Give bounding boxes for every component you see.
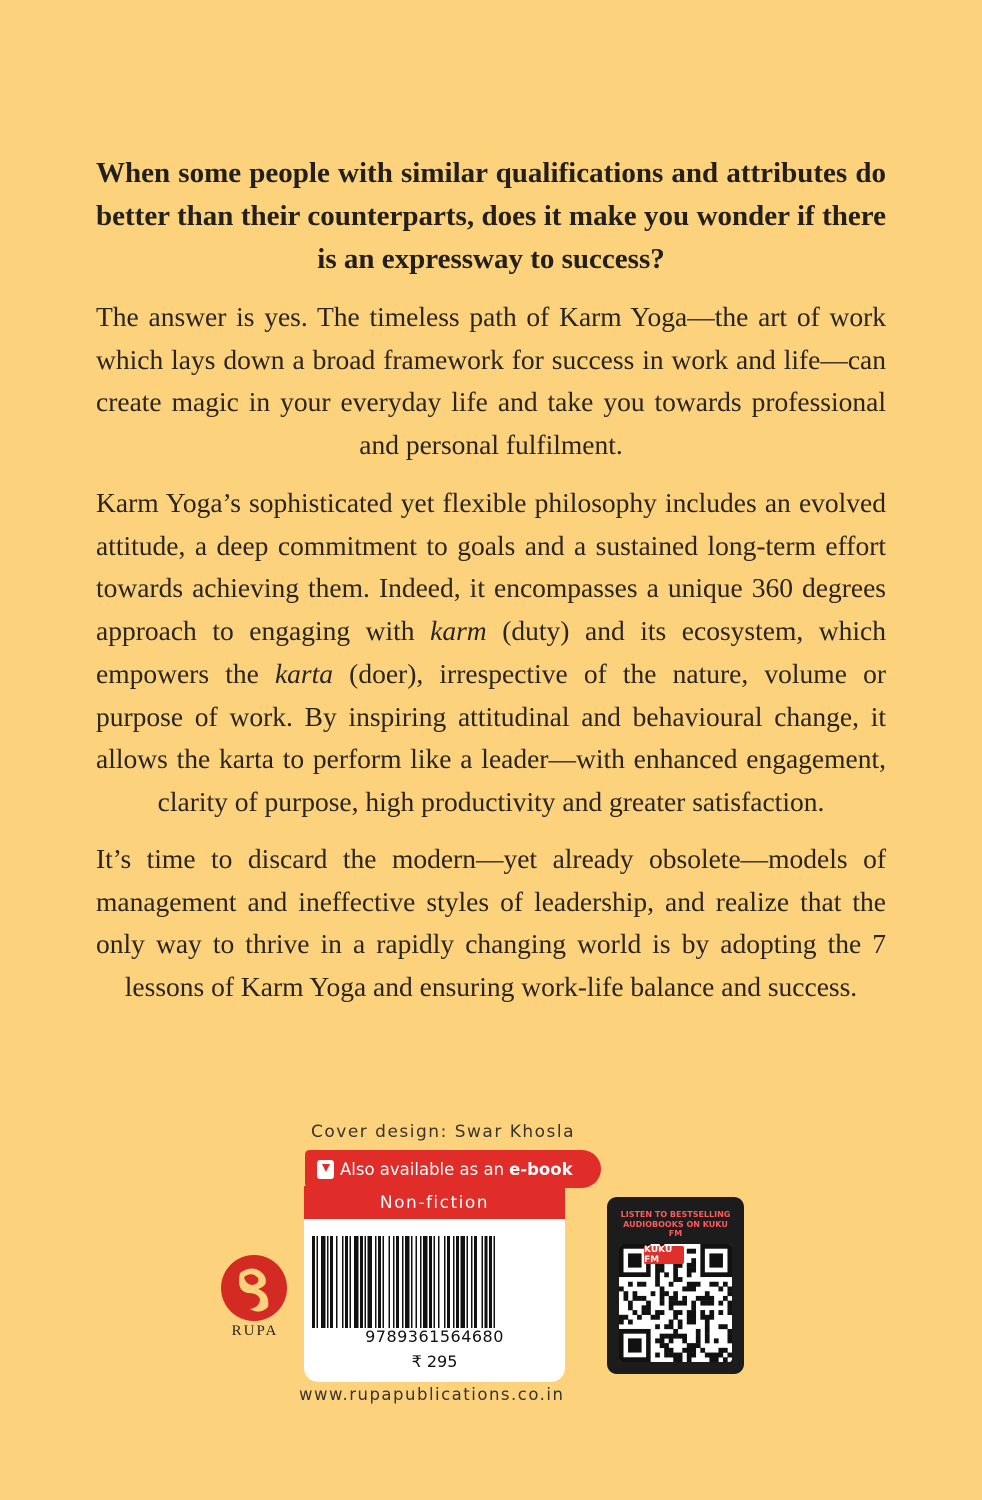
isbn-number: 9789361564680 (365, 1327, 504, 1346)
karm-term: karm (430, 615, 487, 647)
paragraph-2-part-1: Karm Yoga’s sophisticated yet flexible philosophy includes an evolved attitude, a deep commitment to goals and a sustained long-term effort towards achieving them. Indeed, it encompasses a unique 360 degrees approach to engaging with (96, 487, 886, 647)
download-icon (317, 1160, 334, 1179)
karta-term: karta (274, 657, 334, 689)
blurb-paragraph-1: The answer is yes. The timeless path of Karm Yoga—the art of work which lays down a broad framework for success in work and life—can create magic in your everyday life and take you towards professional and personal fulfilment. (96, 301, 886, 461)
kuku-fm-card (607, 1197, 744, 1374)
blurb-paragraph-2 (96, 482, 886, 824)
blurb-paragraph-3: It’s time to discard the modern—yet already obsolete—models of management and ineffective styles of leadership, and realize that the only way to thrive in a rapidly changing world is by adopting the 7 lessons of Karm Yoga and ensuring work-life balance and success. (96, 843, 886, 1003)
ebook-emphasis: e-book (509, 1159, 573, 1179)
genre-label: Non-fiction (304, 1186, 565, 1219)
ebook-text: Also available as an (340, 1159, 505, 1179)
headline: When some people with similar qualifications and attributes do better than their counterparts, does it make you wonder if there is an expressway to success? (96, 157, 886, 275)
kuku-fm-logo: KUKU FM (644, 1246, 684, 1264)
rupa-logo-icon (220, 1253, 288, 1323)
paragraph-2-part-3: (doer), irrespective of the nature, volume or purpose of work. By inspiring attitudinal and behavioural change, it allows the karta to perform like a leader—with enhanced engagement, clarity of purpose, high productivity and greater satisfaction. (96, 657, 886, 817)
paragraph-2-part-2: (duty) and its ecosystem, which empowers the (96, 615, 887, 689)
cover-design-credit: Cover design: Swar Khosla (311, 1122, 576, 1142)
publisher-website: www.rupapublications.co.in (299, 1385, 565, 1404)
barcode-card (304, 1186, 565, 1382)
ebook-banner (305, 1150, 601, 1188)
price: ₹ 295 (411, 1352, 458, 1371)
kuku-heading: LISTEN TO BESTSELLING AUDIOBOOKS ON KUKU FM (620, 1210, 731, 1238)
barcode-icon (312, 1236, 557, 1328)
publisher-name: RUPA (231, 1323, 279, 1339)
